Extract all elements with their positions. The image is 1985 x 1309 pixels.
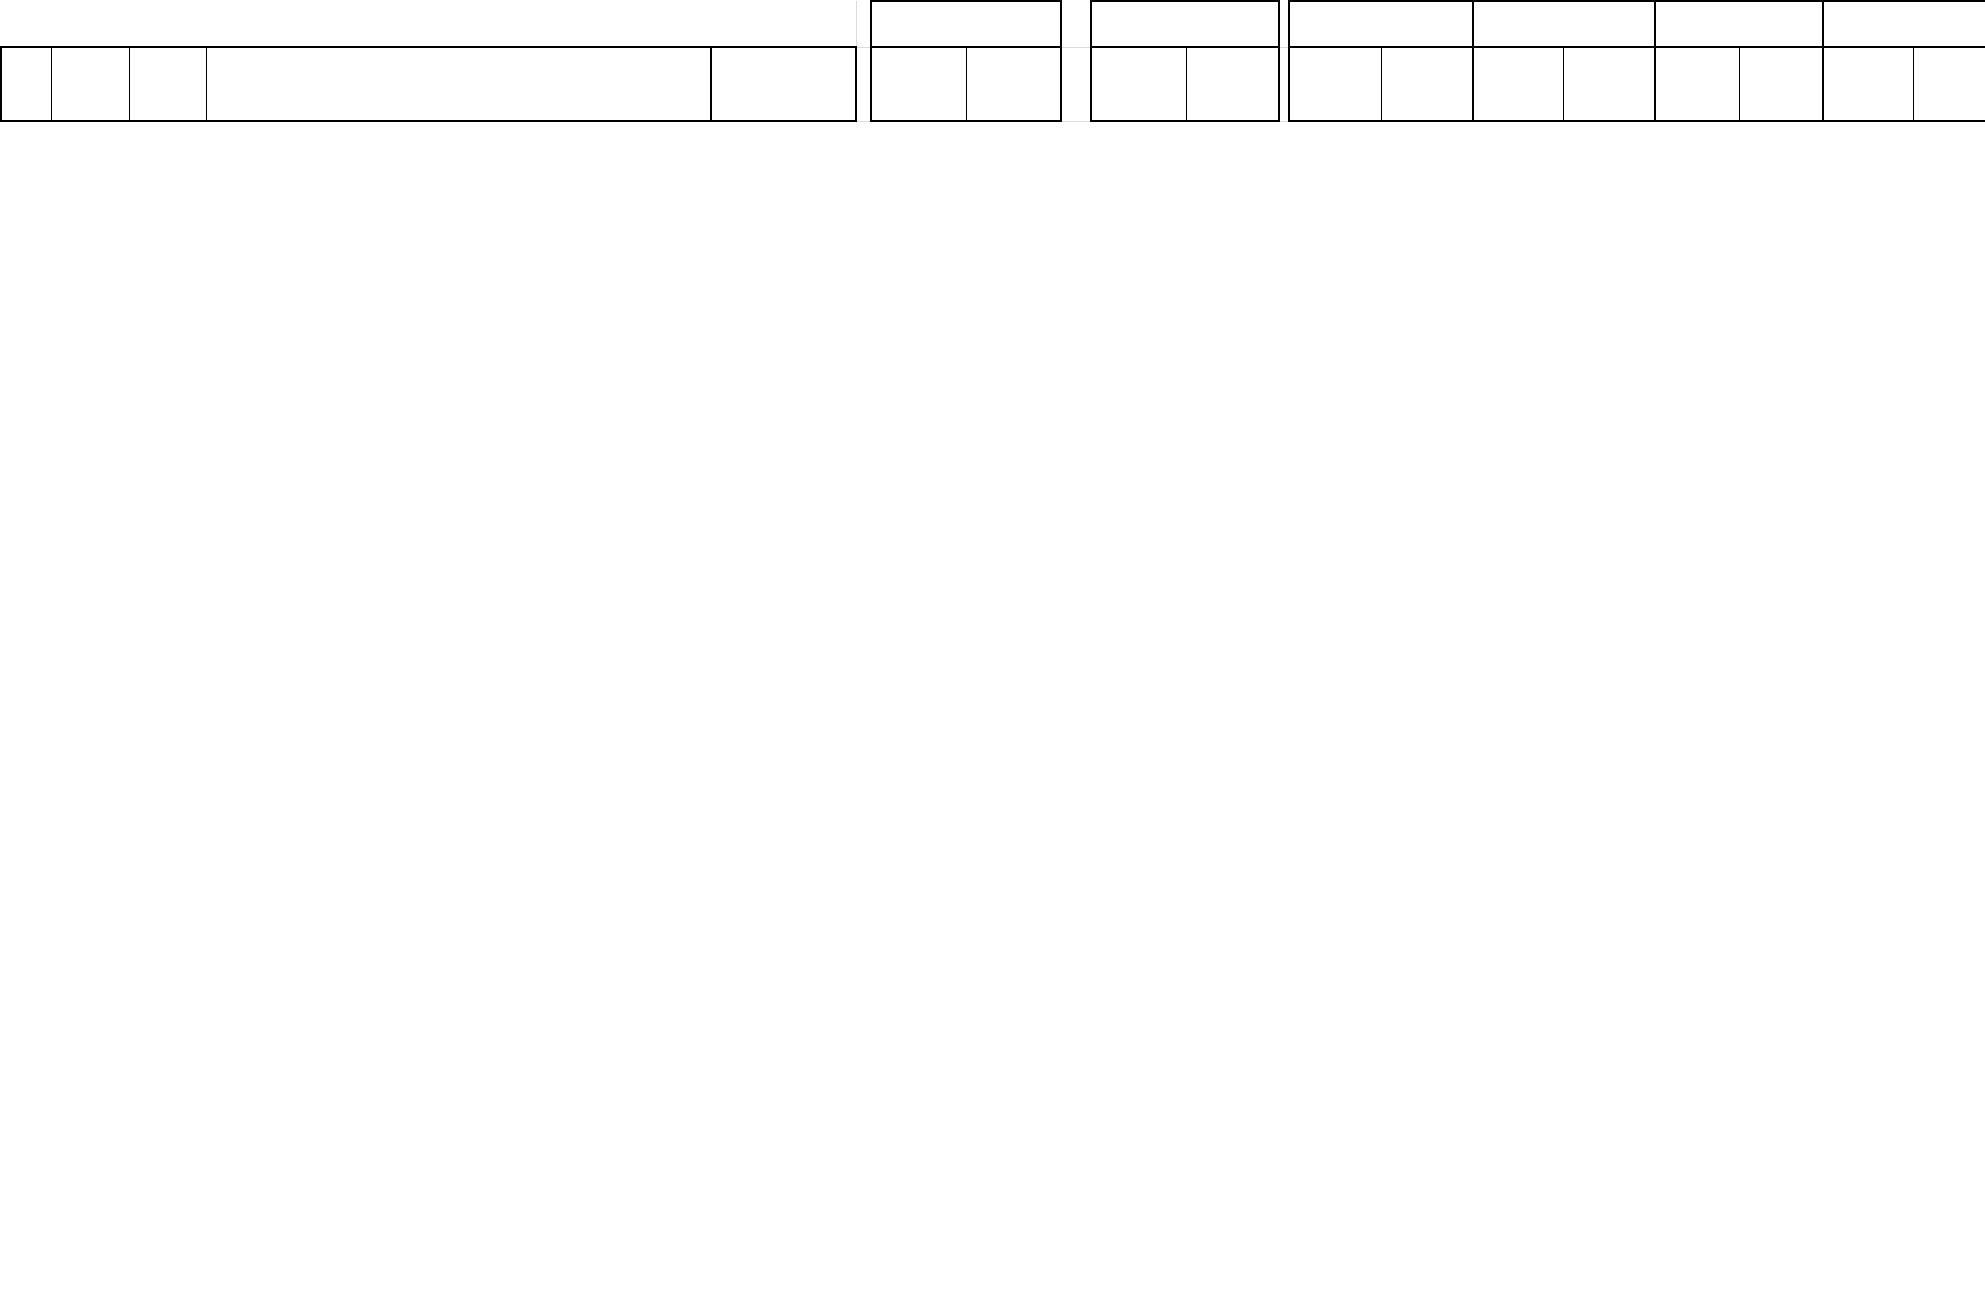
- col-header-plf-ae: [1091, 47, 1186, 121]
- header-blank: [1, 1, 856, 47]
- col-header-bop: [51, 47, 129, 121]
- spacer: [856, 47, 871, 121]
- col-header-2009-cp: [1563, 47, 1655, 121]
- col-header-operation: [206, 47, 711, 121]
- spacer: [856, 1, 871, 47]
- col-header-2009-ae: [1473, 47, 1563, 121]
- spacer: [1279, 1, 1289, 47]
- group-2010: [1655, 1, 1823, 47]
- spacer: [1061, 47, 1091, 121]
- col-header-action: [1, 47, 51, 121]
- col-header-2010-ae: [1655, 47, 1739, 121]
- col-header-2008-cp: [1381, 47, 1473, 121]
- group-2009: [1473, 1, 1655, 47]
- budget-table: [0, 0, 1985, 122]
- group-2008: [1289, 1, 1473, 47]
- spacer: [1279, 47, 1289, 121]
- col-header-2008-ae: [1289, 47, 1381, 121]
- col-header-ap-deleguees: [871, 47, 966, 121]
- spacer: [1061, 1, 1091, 47]
- col-header-cout-total: [711, 47, 856, 121]
- col-header-operateur: [129, 47, 206, 121]
- group-plf-2007: [1091, 1, 1279, 47]
- col-header-2010-cp: [1739, 47, 1823, 121]
- col-header-reste-ae: [1823, 47, 1913, 121]
- header-group-row: [1, 1, 1985, 47]
- group-gestion-avant-2006: [871, 1, 1061, 47]
- col-header-cp-delegues: [966, 47, 1061, 121]
- group-reste-apres-2010: [1823, 1, 1985, 47]
- col-header-reste-cp: [1913, 47, 1985, 121]
- header-column-row: [1, 47, 1985, 121]
- col-header-plf-cp: [1186, 47, 1279, 121]
